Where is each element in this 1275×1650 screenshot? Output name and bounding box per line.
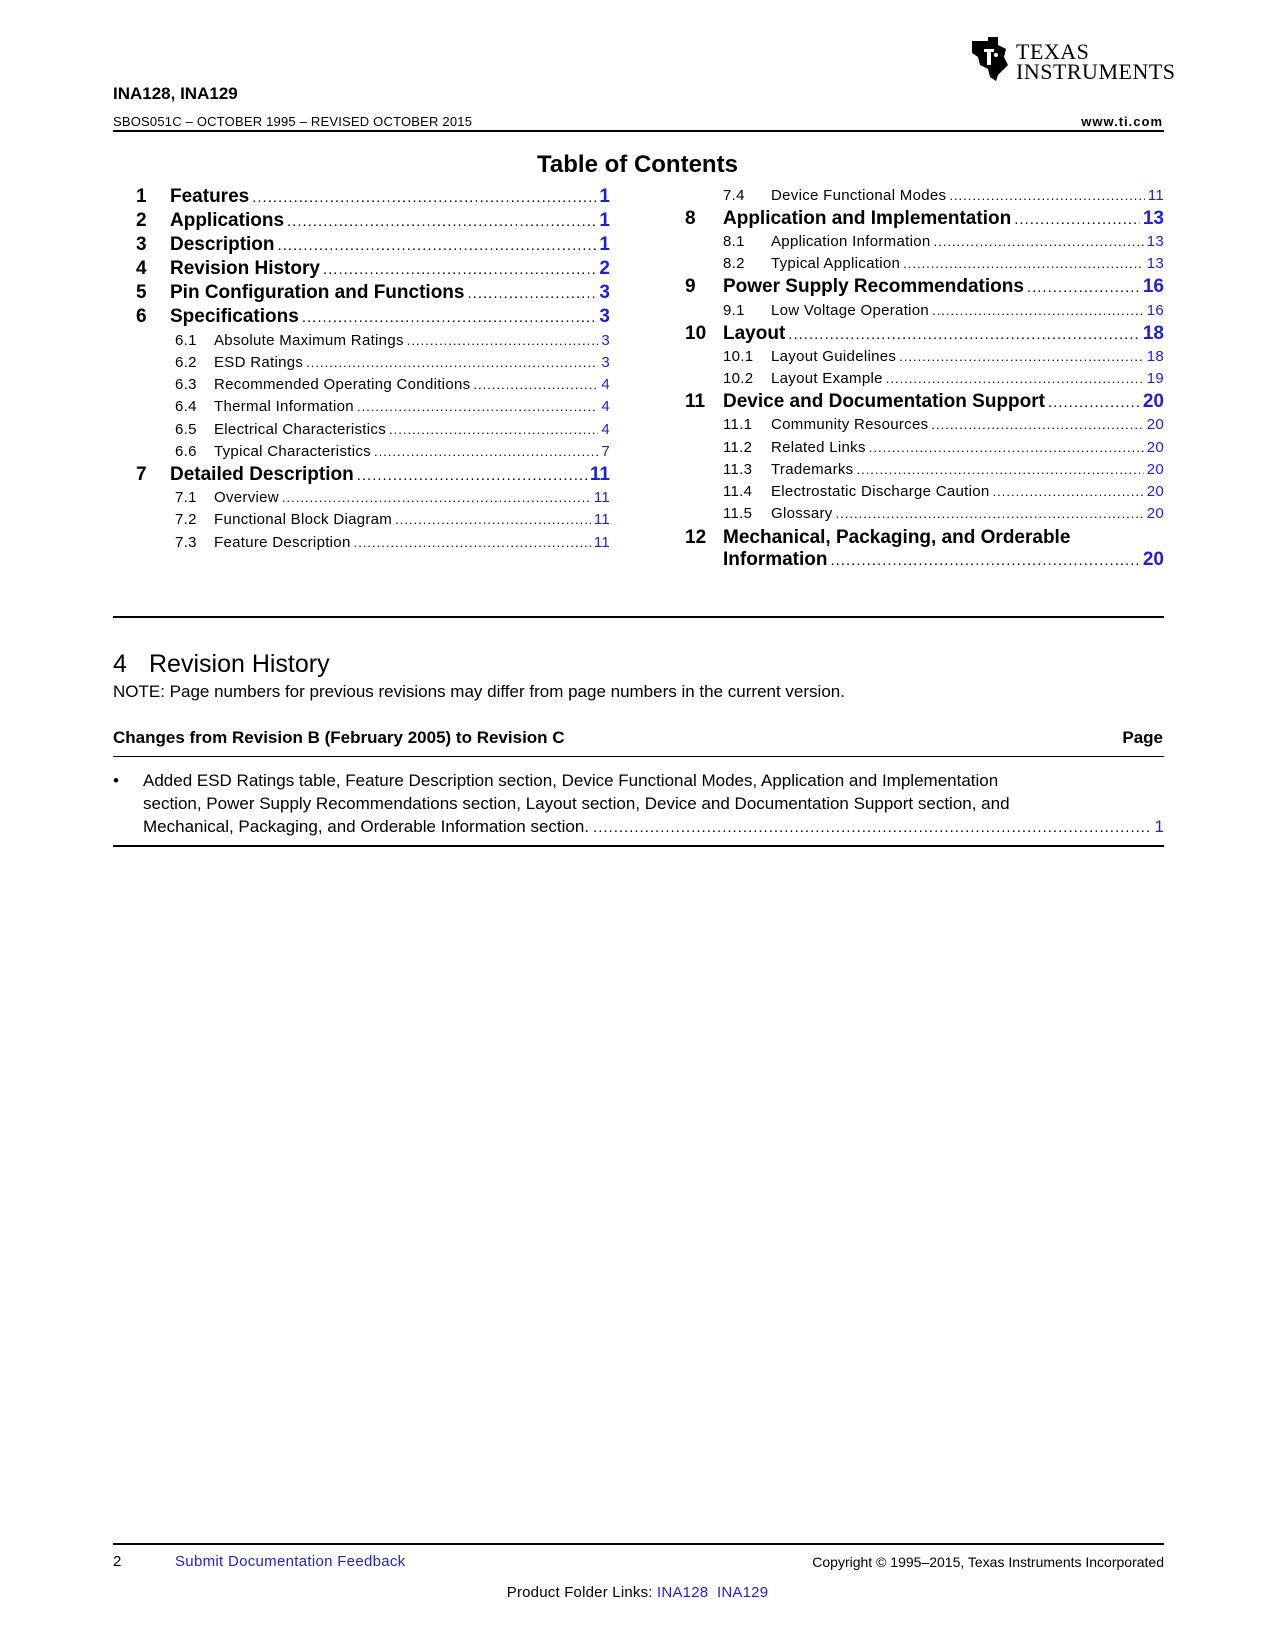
toc-entry-title: Description	[170, 234, 275, 255]
leader-dots	[282, 490, 591, 505]
toc-entry[interactable]	[175, 332, 610, 349]
toc-entry-number: 6.4	[175, 398, 197, 415]
toc-entry[interactable]	[723, 370, 1164, 387]
leader-dots	[395, 512, 591, 527]
toc-entry[interactable]	[136, 210, 610, 232]
copyright-text: Copyright © 1995–2015, Texas Instruments Incorporated	[812, 1554, 1164, 1570]
footer-divider	[113, 1543, 1164, 1545]
leader-dots	[931, 417, 1143, 432]
toc-page-link[interactable]: 2	[599, 258, 610, 279]
leader-dots	[1048, 394, 1140, 411]
toc-entry-title: Low Voltage Operation	[771, 302, 930, 319]
toc-entry[interactable]	[175, 398, 610, 415]
toc-entry-number: 7.2	[175, 511, 197, 528]
leader-dots	[934, 234, 1144, 249]
toc-page-link[interactable]: 11	[593, 489, 610, 506]
toc-page-link[interactable]: 4	[601, 398, 610, 415]
toc-page-link[interactable]: 1	[599, 210, 610, 231]
leader-dots	[374, 444, 598, 459]
toc-entry[interactable]	[685, 276, 1164, 298]
toc-entry-number: 8.1	[723, 233, 745, 250]
toc-entry[interactable]	[136, 282, 610, 304]
leader-dots	[831, 552, 1140, 569]
toc-page-link[interactable]: 11	[1147, 187, 1164, 204]
change-item-line-2: section, Power Supply Recommendations section, Layout section, Device and Documentation Support section, and	[143, 794, 1010, 813]
toc-page-link[interactable]: 11	[589, 464, 610, 485]
toc-entry-number: 11.4	[723, 483, 753, 500]
toc-entry-number: 11.1	[723, 416, 753, 433]
page-number: 2	[113, 1553, 122, 1570]
toc-entry[interactable]	[685, 527, 1164, 549]
changes-label: Changes from Revision B (February 2005) to Revision C	[113, 728, 565, 747]
toc-page-link[interactable]: 13	[1146, 233, 1164, 250]
toc-entry[interactable]	[136, 258, 610, 280]
toc-page-link[interactable]: 20	[1146, 416, 1164, 433]
toc-entry-title: ESD Ratings	[214, 354, 304, 371]
ti-logo	[968, 35, 1176, 85]
leader-dots	[1027, 279, 1140, 296]
toc-entry-title: Device and Documentation Support	[723, 391, 1045, 412]
toc-entry[interactable]	[723, 302, 1164, 319]
toc-entry[interactable]	[723, 461, 1164, 478]
toc-entry-number: 11.2	[723, 439, 753, 456]
toc-entry-title: Features	[170, 186, 250, 207]
toc-page-link[interactable]: 3	[601, 354, 610, 371]
logo-text-texas: TEXAS	[1016, 39, 1090, 64]
leader-dots	[278, 237, 597, 254]
toc-page-link[interactable]: 1	[599, 234, 610, 255]
toc-entry-title: Typical Characteristics	[214, 443, 371, 460]
change-item-line-1: Added ESD Ratings table, Feature Description section, Device Functional Modes, Application and Implementation	[143, 771, 999, 790]
toc-entry-number: 3	[136, 234, 147, 255]
toc-entry-title: Device Functional Modes	[771, 187, 947, 204]
bullet-icon: •	[113, 771, 119, 790]
toc-entry-title: Thermal Information	[214, 398, 354, 415]
toc-page-link[interactable]: 19	[1146, 370, 1164, 387]
leader-dots	[886, 371, 1144, 386]
toc-entry[interactable]	[136, 234, 610, 256]
product-folder-links	[0, 1584, 1275, 1601]
toc-entry-title: Functional Block Diagram	[214, 511, 393, 528]
toc-entry-number: 6	[136, 306, 147, 327]
leader-dots	[467, 285, 596, 302]
document-subtitle: SBOS051C – OCTOBER 1995 – REVISED OCTOBER 2015	[113, 114, 473, 129]
folder-link-ina129[interactable]: INA129	[717, 1584, 769, 1601]
toc-entry-title: Detailed Description	[170, 464, 354, 485]
toc-entry-number: 9	[685, 276, 696, 297]
toc-page-link[interactable]: 3	[601, 332, 610, 349]
leader-dots	[993, 484, 1144, 499]
leader-dots	[287, 213, 596, 230]
toc-entry[interactable]	[685, 391, 1164, 413]
toc-entry[interactable]	[723, 187, 1164, 204]
toc-page-link[interactable]: 11	[593, 534, 610, 551]
toc-entry-continuation[interactable]	[723, 549, 1164, 571]
toc-entry-title: Recommended Operating Conditions	[214, 376, 471, 393]
leader-dots	[357, 467, 587, 484]
toc-entry-title: Applications	[170, 210, 285, 231]
toc-entry[interactable]	[723, 483, 1164, 500]
leader-dots	[252, 189, 596, 206]
toc-entry-title: Power Supply Recommendations	[723, 276, 1024, 297]
toc-entry-title: Application and Implementation	[723, 208, 1012, 229]
toc-entry-number: 1	[136, 186, 147, 207]
toc-entry-title: Electrical Characteristics	[214, 421, 387, 438]
toc-page-link[interactable]: 13	[1146, 255, 1164, 272]
toc-entry-title: Revision History	[170, 258, 320, 279]
header-divider	[113, 130, 1164, 132]
toc-entry-number: 7.3	[175, 534, 197, 551]
page-column-label: Page	[1122, 728, 1163, 747]
toc-entry-title: Layout	[723, 323, 786, 344]
leader-dots	[899, 349, 1144, 364]
toc-entry[interactable]	[723, 255, 1164, 272]
toc-entry-number: 7	[136, 464, 147, 485]
toc-page-link[interactable]: 1	[599, 186, 610, 207]
toc-entry[interactable]	[175, 354, 610, 371]
toc-entry[interactable]	[175, 376, 610, 393]
toc-page-link[interactable]: 20	[1142, 391, 1164, 412]
toc-page-link[interactable]: 16	[1142, 276, 1164, 297]
leader-dots	[473, 377, 598, 392]
toc-entry-number: 8.2	[723, 255, 745, 272]
toc-page-link[interactable]: 3	[599, 282, 610, 303]
toc-entry[interactable]	[175, 443, 610, 460]
toc-entry-number: 11	[685, 391, 706, 412]
leader-dots	[302, 309, 597, 326]
toc-entry[interactable]	[175, 511, 610, 528]
toc-entry-number: 12	[685, 527, 707, 548]
folder-link-ina128[interactable]: INA128	[657, 1584, 709, 1601]
toc-entry[interactable]	[723, 439, 1164, 456]
submit-feedback-link[interactable]: Submit Documentation Feedback	[175, 1553, 406, 1570]
toc-entry-number: 10	[685, 323, 707, 344]
toc-entry[interactable]	[175, 489, 610, 506]
toc-divider	[113, 616, 1164, 618]
section-heading	[113, 650, 330, 679]
toc-entry-number: 6.2	[175, 354, 197, 371]
toc-entry-number: 11.5	[723, 505, 753, 522]
toc-entry[interactable]	[723, 416, 1164, 433]
toc-entry-number: 2	[136, 210, 147, 231]
leader-dots	[932, 303, 1144, 318]
toc-entry-title: Application Information	[771, 233, 931, 250]
toc-entry-title: Electrostatic Discharge Caution	[771, 483, 990, 500]
toc-entry-title: Specifications	[170, 306, 299, 327]
toc-page-link[interactable]: 4	[601, 421, 610, 438]
toc-entry-number: 10.2	[723, 370, 754, 387]
changes-divider	[113, 756, 1164, 757]
section-number: 4	[113, 650, 127, 678]
toc-entry-title: Layout Guidelines	[771, 348, 897, 365]
leader-dots	[354, 535, 591, 550]
toc-entry[interactable]	[685, 323, 1164, 345]
toc-page-link[interactable]: 18	[1142, 323, 1164, 344]
leader-dots	[306, 355, 598, 370]
toc-page-link[interactable]: 13	[1142, 208, 1164, 229]
leader-dots	[407, 333, 599, 348]
toc-entry-title: Trademarks	[771, 461, 854, 478]
website-link[interactable]: www.ti.com	[1081, 114, 1163, 129]
toc-entry-title: Typical Application	[771, 255, 901, 272]
leader-dots	[903, 256, 1144, 271]
toc-entry-number: 5	[136, 282, 147, 303]
toc-page-link[interactable]: 7	[601, 443, 610, 460]
logo-text-instruments: INSTRUMENTS	[1016, 59, 1176, 84]
leader-dots	[357, 399, 598, 414]
toc-page-link[interactable]: 3	[599, 306, 610, 327]
leader-dots	[869, 440, 1144, 455]
toc-entry-title: Mechanical, Packaging, and Orderable	[723, 527, 1071, 548]
toc-entry-number: 11.3	[723, 461, 753, 478]
changes-end-divider	[113, 845, 1164, 847]
toc-entry[interactable]	[136, 306, 610, 328]
toc-page-link[interactable]: 20	[1146, 483, 1164, 500]
toc-entry-title: Glossary	[771, 505, 833, 522]
texas-state-logo-icon	[968, 35, 1014, 81]
toc-page-link[interactable]: 11	[593, 511, 610, 528]
toc-entry-title: Community Resources	[771, 416, 929, 433]
toc-entry-title: Pin Configuration and Functions	[170, 282, 465, 303]
toc-entry[interactable]	[723, 505, 1164, 522]
toc-page-link[interactable]: 20	[1146, 461, 1164, 478]
toc-entry[interactable]	[685, 208, 1164, 230]
toc-entry-number: 8	[685, 208, 696, 229]
leader-dots	[323, 261, 596, 278]
leader-dots	[593, 819, 1151, 836]
change-item-line-3	[143, 817, 1164, 837]
toc-entry-number: 4	[136, 258, 147, 279]
toc-entry[interactable]	[136, 186, 610, 208]
toc-entry-number: 6.3	[175, 376, 197, 393]
toc-page-link[interactable]: 16	[1146, 302, 1164, 319]
leader-dots	[389, 422, 598, 437]
toc-entry-title: Feature Description	[214, 534, 351, 551]
revision-note: NOTE: Page numbers for previous revisions may differ from page numbers in the current version.	[113, 682, 845, 701]
toc-entry-number: 6.1	[175, 332, 197, 349]
toc-page-link[interactable]: 20	[1142, 549, 1164, 570]
leader-dots	[836, 506, 1144, 521]
toc-page-link[interactable]: 4	[601, 376, 610, 393]
leader-dots	[788, 326, 1140, 343]
toc-entry-number: 6.5	[175, 421, 197, 438]
toc-entry[interactable]	[175, 534, 610, 551]
toc-entry-number: 10.1	[723, 348, 754, 365]
toc-entry[interactable]	[723, 233, 1164, 250]
toc-entry-number: 6.6	[175, 443, 197, 460]
toc-title: Table of Contents	[537, 151, 738, 178]
toc-entry-number: 9.1	[723, 302, 745, 319]
change-item-text: Mechanical, Packaging, and Orderable Information section.	[143, 817, 590, 836]
leader-dots	[856, 462, 1143, 477]
toc-entry[interactable]	[175, 421, 610, 438]
folder-links-label: Product Folder Links:	[506, 1584, 653, 1601]
toc-page-link[interactable]: 20	[1146, 439, 1164, 456]
toc-entry-number: 7.4	[723, 187, 745, 204]
section-title: Revision History	[149, 650, 330, 678]
toc-entry-number: 7.1	[175, 489, 197, 506]
toc-entry-title: Layout Example	[771, 370, 883, 387]
toc-entry-title: Absolute Maximum Ratings	[214, 332, 404, 349]
toc-entry[interactable]	[723, 348, 1164, 365]
toc-page-link[interactable]: 18	[1146, 348, 1164, 365]
leader-dots	[1014, 211, 1140, 228]
change-item-page-link[interactable]: 1	[1154, 817, 1164, 836]
leader-dots	[949, 188, 1145, 203]
document-title: INA128, INA129	[113, 84, 238, 103]
toc-entry-title: Related Links	[771, 439, 866, 456]
toc-entry[interactable]	[136, 464, 610, 486]
toc-page-link[interactable]: 20	[1146, 505, 1164, 522]
toc-entry-title: Overview	[214, 489, 279, 506]
toc-entry-title-line2: Information	[723, 549, 828, 570]
